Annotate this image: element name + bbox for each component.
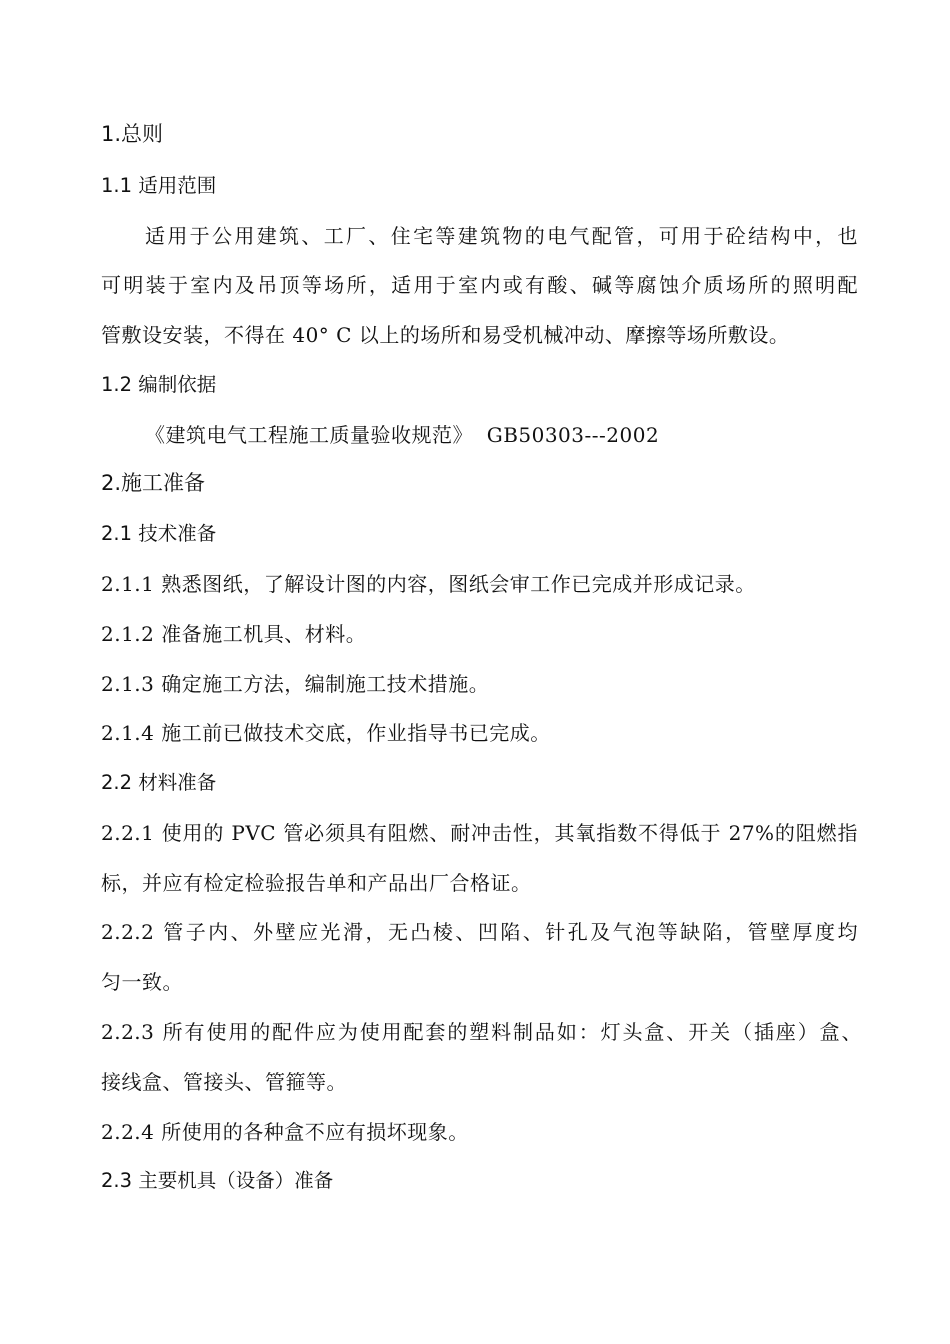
paragraph-2-2-3-line-2: 接线盒、管接头、管箍等。: [101, 1070, 347, 1094]
subsection-heading-2-2: 2.2 材料准备: [101, 771, 217, 794]
paragraph-2-1-1: 2.1.1 熟悉图纸，了解设计图的内容，图纸会审工作已完成并形成记录。: [101, 572, 756, 596]
paragraph-2-2-1-line-2: 标，并应有检定检验报告单和产品出厂合格证。: [101, 871, 532, 895]
paragraph-2-2-2-line-2: 匀一致。: [101, 970, 183, 994]
subsection-heading-1-2: 1.2 编制依据: [101, 373, 217, 396]
paragraph-2-1-4: 2.1.4 施工前已做技术交底，作业指导书已完成。: [101, 721, 551, 745]
subsection-heading-1-1: 1.1 适用范围: [101, 174, 217, 197]
subsection-heading-2-1: 2.1 技术准备: [101, 522, 217, 545]
section-heading-2: 2.施工准备: [101, 471, 206, 495]
paragraph-2-2-3-line-1: 2.2.3 所有使用的配件应为使用配套的塑料制品如：灯头盒、开关（插座）盒、: [101, 1020, 862, 1044]
paragraph-2-1-3: 2.1.3 确定施工方法，编制施工技术措施。: [101, 672, 490, 696]
paragraph-2-2-2-line-1: 2.2.2 管子内、外壁应光滑，无凸棱、凹陷、针孔及气泡等缺陷，管壁厚度均: [101, 920, 858, 944]
paragraph-1-1-line-1: 适用于公用建筑、工厂、住宅等建筑物的电气配管，可用于砼结构中，也: [145, 224, 858, 248]
paragraph-2-2-1-line-1: 2.2.1 使用的 PVC 管必须具有阻燃、耐冲击性，其氧指数不得低于 27%的阻燃指: [101, 821, 858, 845]
reference-standard: 《建筑电气工程施工质量验收规范》 GB50303---2002: [145, 423, 660, 447]
section-heading-1: 1.总则: [101, 122, 164, 146]
paragraph-2-1-2: 2.1.2 准备施工机具、材料。: [101, 622, 367, 646]
paragraph-2-2-4: 2.2.4 所使用的各种盒不应有损坏现象。: [101, 1120, 469, 1144]
paragraph-1-1-line-3: 管敷设安装，不得在 40° C 以上的场所和易受机械冲动、摩擦等场所敷设。: [101, 323, 790, 347]
paragraph-1-1-line-2: 可明装于室内及吊顶等场所，适用于室内或有酸、碱等腐蚀介质场所的照明配: [101, 273, 858, 297]
subsection-heading-2-3: 2.3 主要机具（设备）准备: [101, 1169, 334, 1192]
